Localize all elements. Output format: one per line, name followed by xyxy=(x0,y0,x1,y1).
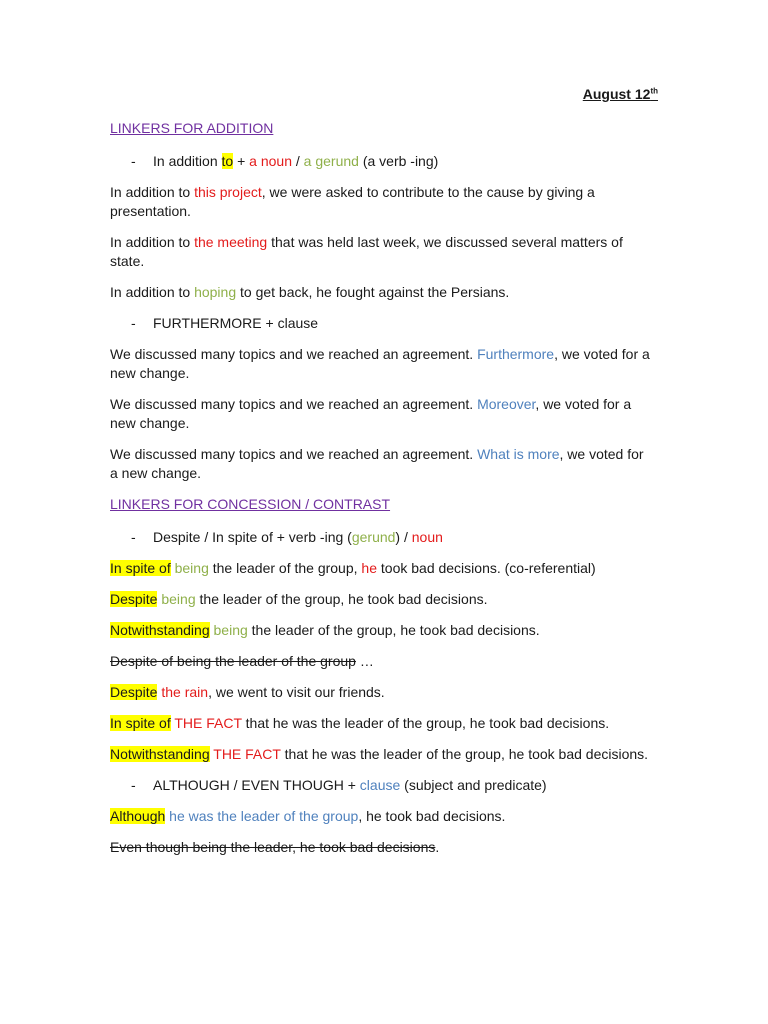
date-line xyxy=(583,86,658,102)
section-heading-concession: LINKERS FOR CONCESSION / CONTRAST xyxy=(110,496,391,512)
example-sentence: Despite the rain, we went to visit our friends. xyxy=(110,684,385,700)
example-sentence: In addition to hoping to get back, he fought against the Persians. xyxy=(110,284,510,300)
rule-in-addition xyxy=(110,152,650,171)
example-sentence: We discussed many topics and we reached an agreement. Furthermore, we voted for a new change. xyxy=(110,346,650,381)
date-suffix: th xyxy=(650,86,658,96)
example-sentence: Notwithstanding THE FACT that he was the leader of the group, he took bad decisions. xyxy=(110,746,649,762)
example-sentence: We discussed many topics and we reached an agreement. Moreover, we voted for a new change. xyxy=(110,396,632,431)
bullet-dash: - xyxy=(131,529,136,545)
noun-term: a noun xyxy=(249,153,292,169)
example-sentence: We discussed many topics and we reached an agreement. What is more, we voted for a new change. xyxy=(110,446,644,481)
document-body xyxy=(110,119,650,869)
bullet-dash: - xyxy=(131,777,136,793)
rule-text: FURTHERMORE + clause xyxy=(153,315,319,331)
date-text: August 12 xyxy=(582,86,651,102)
gerund-term: a gerund xyxy=(303,153,359,169)
bullet-dash: - xyxy=(131,315,136,331)
example-sentence: Notwithstanding being the leader of the group, he took bad decisions. xyxy=(110,622,540,638)
section-heading-addition: LINKERS FOR ADDITION xyxy=(110,120,274,136)
rule-although xyxy=(110,776,650,795)
rule-despite xyxy=(110,528,650,547)
rule-text: Despite / In spite of + verb -ing (gerund) / noun xyxy=(153,529,443,545)
rule-text: ALTHOUGH / EVEN THOUGH + clause (subject and predicate) xyxy=(153,777,547,793)
rule-text: In addition to + a noun / a gerund (a verb -ing) xyxy=(153,153,439,169)
example-sentence: In addition to this project, we were asked to contribute to the cause by giving a presentation. xyxy=(110,184,595,219)
example-sentence: Although he was the leader of the group, he took bad decisions. xyxy=(110,808,506,824)
example-sentence: Despite being the leader of the group, he took bad decisions. xyxy=(110,591,488,607)
example-sentence: In spite of THE FACT that he was the leader of the group, he took bad decisions. xyxy=(110,715,610,731)
example-sentence-incorrect: Even though being the leader, he took bad decisions. xyxy=(110,839,440,855)
example-sentence: In addition to the meeting that was held last week, we discussed several matters of state. xyxy=(110,234,623,269)
bullet-dash: - xyxy=(131,153,136,169)
example-sentence: In spite of being the leader of the group, he took bad decisions. (co-referential) xyxy=(110,560,596,576)
example-sentence-incorrect: Despite of being the leader of the group … xyxy=(110,653,374,669)
rule-furthermore xyxy=(110,314,650,333)
highlight-to: to xyxy=(221,153,234,169)
